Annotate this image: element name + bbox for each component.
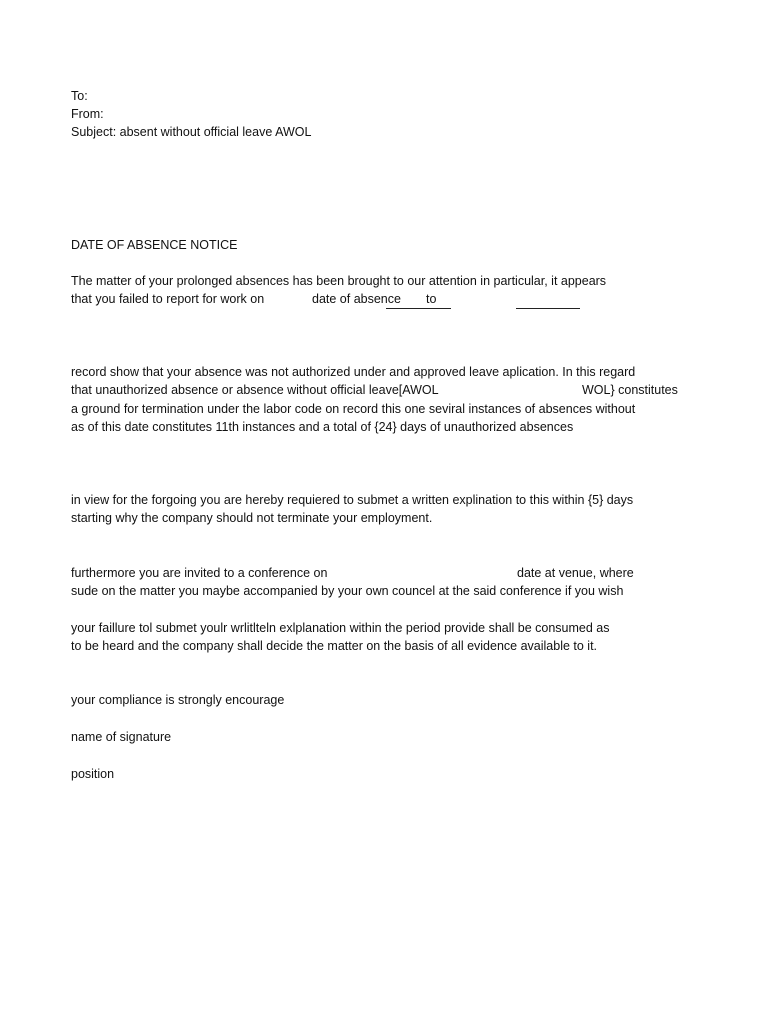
date-of-absence-label: date of absence bbox=[312, 292, 401, 306]
date-to-blank-line bbox=[516, 308, 580, 309]
paragraph-4 bbox=[71, 564, 645, 602]
to-label: To: bbox=[71, 89, 88, 103]
paragraph-3 bbox=[71, 491, 645, 529]
notice-title: DATE OF ABSENCE NOTICE bbox=[71, 238, 238, 252]
memo-header bbox=[71, 87, 645, 147]
paragraph-5 bbox=[71, 619, 645, 657]
paragraph-2-line-2-end: WOL} constitutes bbox=[582, 383, 678, 397]
paragraph-2-line-4: as of this date constitutes 11th instances and a total of {24} days of unauthorized absences bbox=[71, 420, 574, 434]
paragraph-4-line-1-end: date at venue, where bbox=[517, 566, 634, 580]
closing-block bbox=[71, 691, 645, 791]
paragraph-3-line-1: in view for the forgoing you are hereby requiered to submet a written explination to this within {5} days bbox=[71, 493, 634, 507]
to-word: to bbox=[426, 292, 437, 306]
paragraph-2-line-2-start: that unauthorized absence or absence without official leave[AWOL bbox=[71, 383, 439, 397]
paragraph-1-line-2-start: that you failed to report for work on bbox=[71, 292, 265, 306]
compliance-line: your compliance is strongly encourage bbox=[71, 693, 285, 707]
paragraph-2-line-3: a ground for termination under the labor code on record this one seviral instances of absences without bbox=[71, 402, 636, 416]
signature-line: name of signature bbox=[71, 730, 172, 744]
paragraph-1 bbox=[71, 272, 645, 312]
paragraph-4-line-1-start: furthermore you are invited to a conference on bbox=[71, 566, 328, 580]
date-from-blank-line bbox=[386, 308, 451, 309]
paragraph-1-line-1: The matter of your prolonged absences has been brought to our attention in particular, it appears bbox=[71, 274, 607, 288]
paragraph-5-line-1: your faillure tol submet youlr wrlitlteln exlplanation within the period provide shall be consumed as bbox=[71, 621, 610, 635]
paragraph-4-line-2: sude on the matter you maybe accompanied by your own councel at the said conference if you wish bbox=[71, 584, 624, 598]
position-line: position bbox=[71, 767, 115, 781]
notice-title-block bbox=[71, 236, 645, 256]
subject-line: Subject: absent without official leave AWOL bbox=[71, 125, 312, 139]
from-label: From: bbox=[71, 107, 104, 121]
paragraph-2-line-1: record show that your absence was not authorized under and approved leave aplication. In this regard bbox=[71, 365, 636, 379]
paragraph-2 bbox=[71, 363, 678, 439]
paragraph-5-line-2: to be heard and the company shall decide the matter on the basis of all evidence available to it. bbox=[71, 639, 598, 653]
paragraph-3-line-2: starting why the company should not terminate your employment. bbox=[71, 511, 433, 525]
